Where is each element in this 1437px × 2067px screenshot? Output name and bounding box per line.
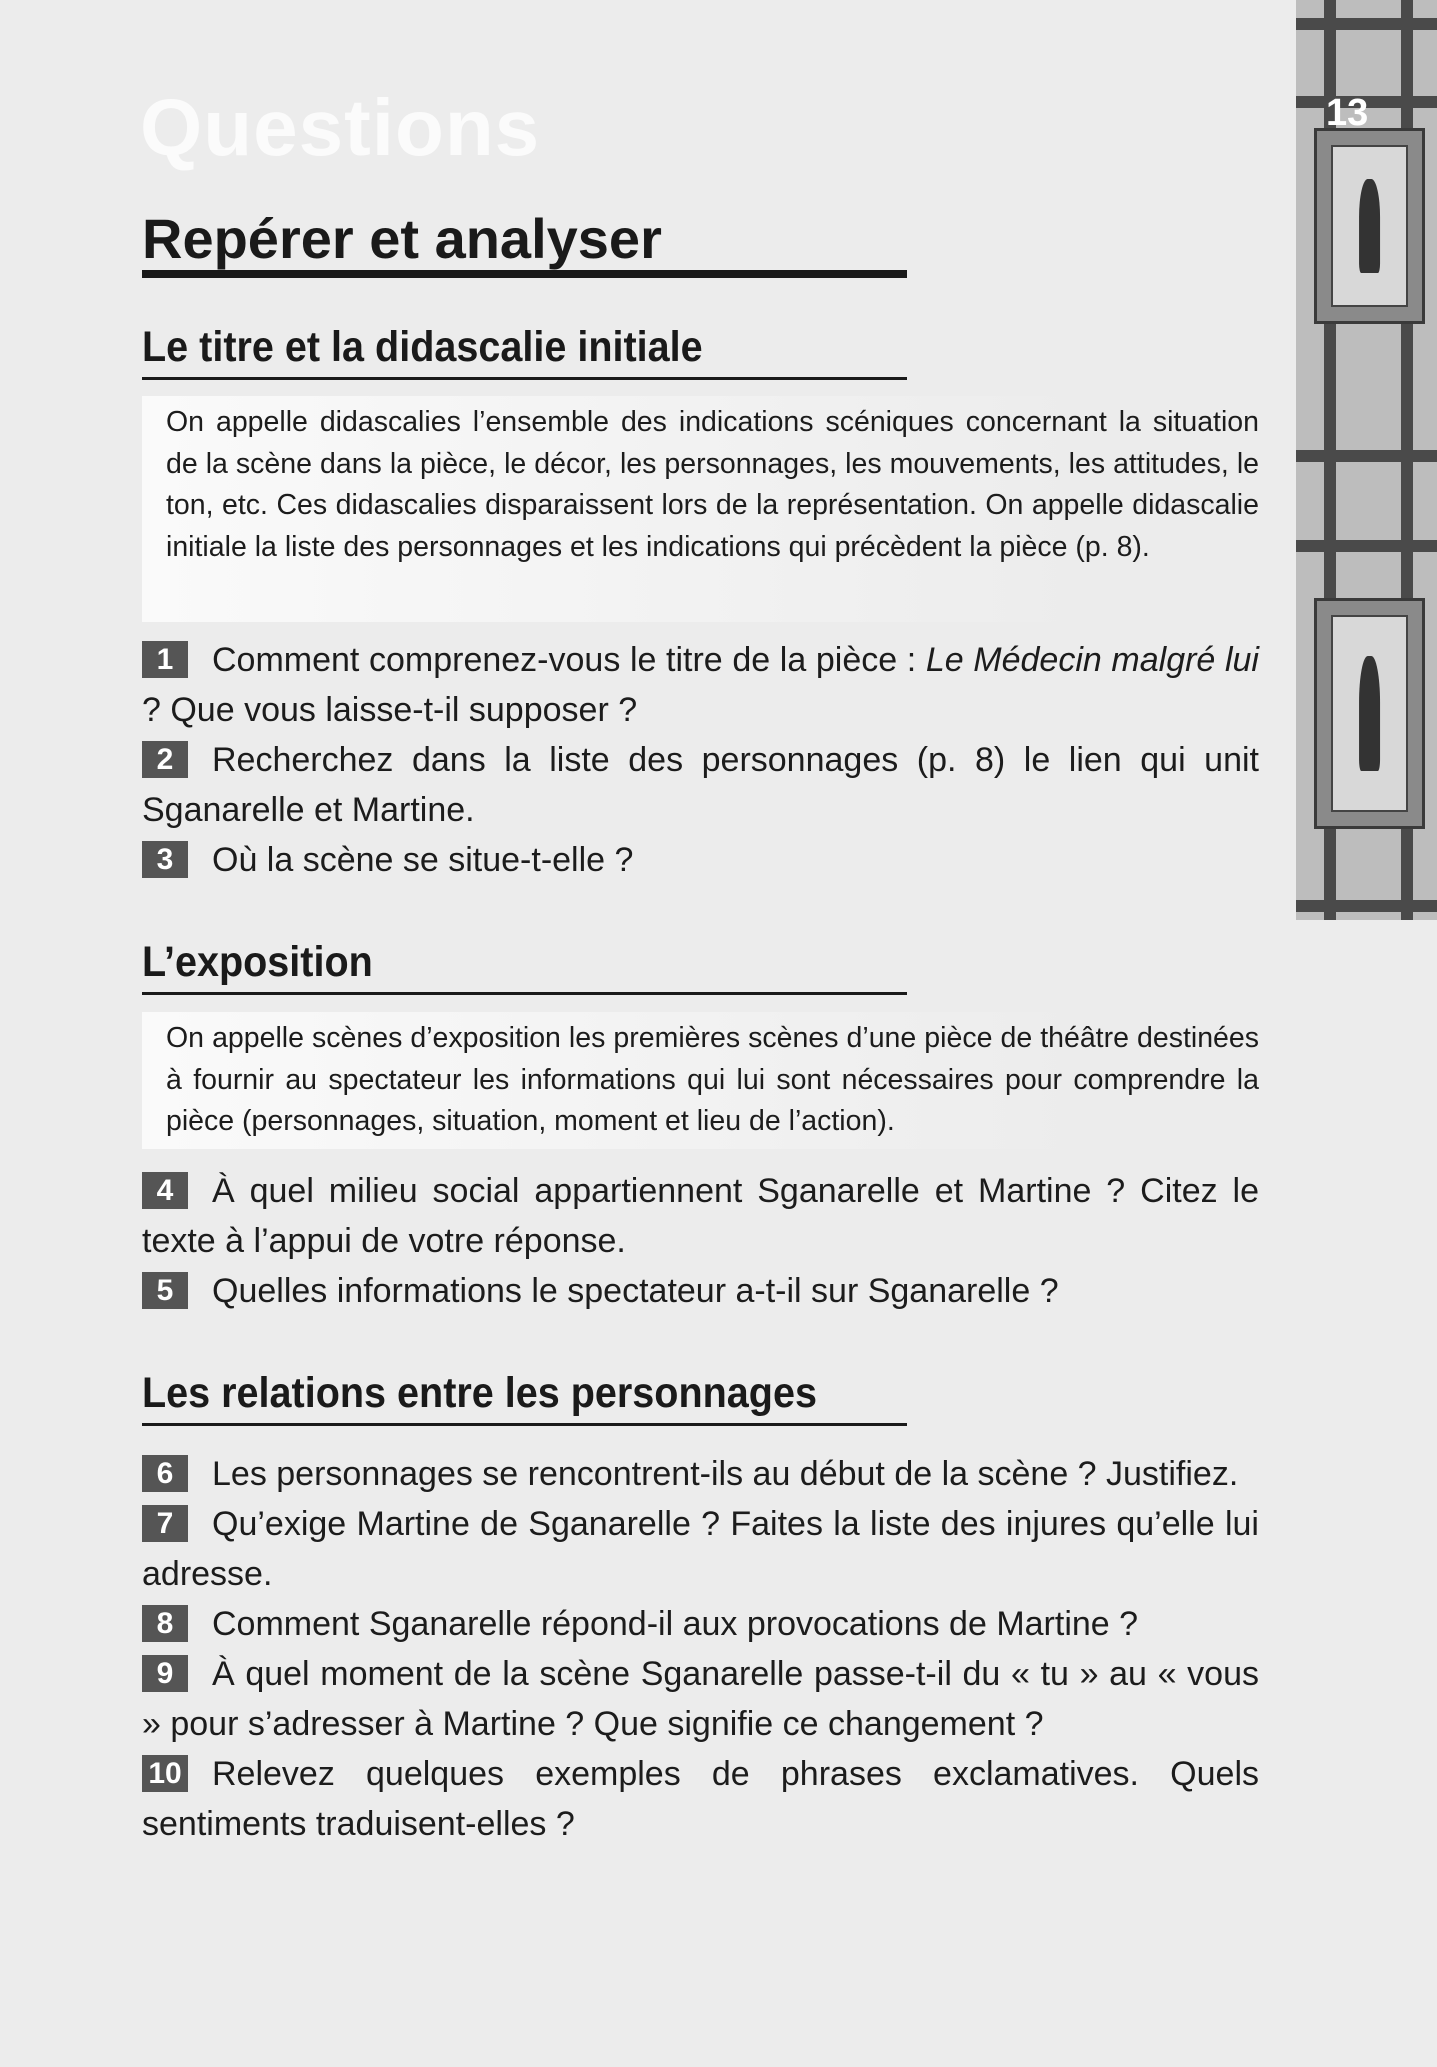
- question-number: 3: [142, 841, 188, 878]
- trellis-rail: [1296, 18, 1437, 30]
- question-number: 8: [142, 1605, 188, 1642]
- question-number: 4: [142, 1172, 188, 1209]
- page-number: 13: [1326, 92, 1369, 134]
- character-figure: [1359, 179, 1381, 274]
- question-number: 7: [142, 1505, 188, 1542]
- question-item: [142, 1166, 1259, 1266]
- framed-picture: [1314, 598, 1425, 829]
- question-item: [142, 835, 1259, 885]
- question-item: [142, 1599, 1259, 1649]
- question-list: [142, 635, 1259, 885]
- question-text: Où la scène se situe-t-elle ?: [212, 841, 634, 879]
- question-number: 1: [142, 641, 188, 678]
- question-text: À quel moment de la scène Sganarelle passe-t-il du « tu » au « vous » pour s’adresser à Martine ? Que signifie ce changement ?: [142, 1655, 1259, 1743]
- question-text: Quelles informations le spectateur a-t-il sur Sganarelle ?: [212, 1272, 1059, 1310]
- question-text: Qu’exige Martine de Sganarelle ? Faites la liste des injures qu’elle lui adresse.: [142, 1505, 1259, 1593]
- question-text: Comment Sganarelle répond-il aux provocations de Martine ?: [212, 1605, 1139, 1643]
- question-list: [142, 1449, 1259, 1849]
- question-text: Comment comprenez-vous le titre de la pièce :: [212, 641, 926, 679]
- question-item: [142, 1449, 1259, 1499]
- question-list: [142, 1166, 1259, 1316]
- trellis-rail: [1296, 450, 1437, 462]
- section-title-rule: [142, 270, 907, 278]
- section-title: Repérer et analyser: [142, 207, 662, 270]
- question-number: 6: [142, 1455, 188, 1492]
- subsection-rule: [142, 992, 907, 995]
- subsection-title-exposition: L’exposition: [142, 938, 373, 986]
- subsection-title-titre: Le titre et la didascalie initiale: [142, 323, 703, 371]
- question-text: ? Que vous laisse-t-il supposer ?: [142, 691, 638, 729]
- question-number: 2: [142, 741, 188, 778]
- definition-box: On appelle scènes d’exposition les premières scènes d’une pièce de théâtre destinées à fournir au spectateur les informations qui lui sont nécessaires pour comprendre la pièce (personnages, situation, moment et lieu de l’action).: [142, 1012, 1259, 1149]
- definition-box: On appelle didascalies l’ensemble des indications scéniques concernant la situation de la scène dans la pièce, le décor, les personnages, les mouvements, les attitudes, le ton, etc. Ces didascalies disparaissent lors de la représentation. On appelle didascalie initiale la liste des personnages et les indications qui précèdent la pièce (p. 8).: [142, 396, 1259, 622]
- trellis-rail: [1296, 540, 1437, 552]
- framed-picture: [1314, 128, 1425, 324]
- question-item: [142, 735, 1259, 835]
- question-text: Recherchez dans la liste des personnages (p. 8) le lien qui unit Sganarelle et Martine.: [142, 741, 1259, 829]
- question-text: À quel milieu social appartiennent Sganarelle et Martine ? Citez le texte à l’appui de votre réponse.: [142, 1172, 1259, 1260]
- subsection-title-relations: Les relations entre les personnages: [142, 1369, 817, 1417]
- page-title: Questions: [140, 83, 541, 172]
- question-text: Les personnages se rencontrent-ils au début de la scène ? Justifiez.: [212, 1455, 1239, 1493]
- question-item: [142, 1266, 1259, 1316]
- question-text: Relevez quelques exemples de phrases exclamatives. Quels sentiments traduisent-elles ?: [142, 1755, 1259, 1843]
- question-item: [142, 1749, 1259, 1849]
- question-number: 5: [142, 1272, 188, 1309]
- character-figure: [1359, 656, 1381, 772]
- question-number: 9: [142, 1655, 188, 1692]
- question-item: [142, 635, 1259, 735]
- question-item: [142, 1499, 1259, 1599]
- play-title: Le Médecin malgré lui: [925, 641, 1259, 679]
- subsection-rule: [142, 1423, 907, 1426]
- question-item: [142, 1649, 1259, 1749]
- subsection-rule: [142, 377, 907, 380]
- decorative-trellis-illustration: [1296, 0, 1437, 920]
- question-number: 10: [142, 1755, 188, 1792]
- trellis-rail: [1296, 900, 1437, 912]
